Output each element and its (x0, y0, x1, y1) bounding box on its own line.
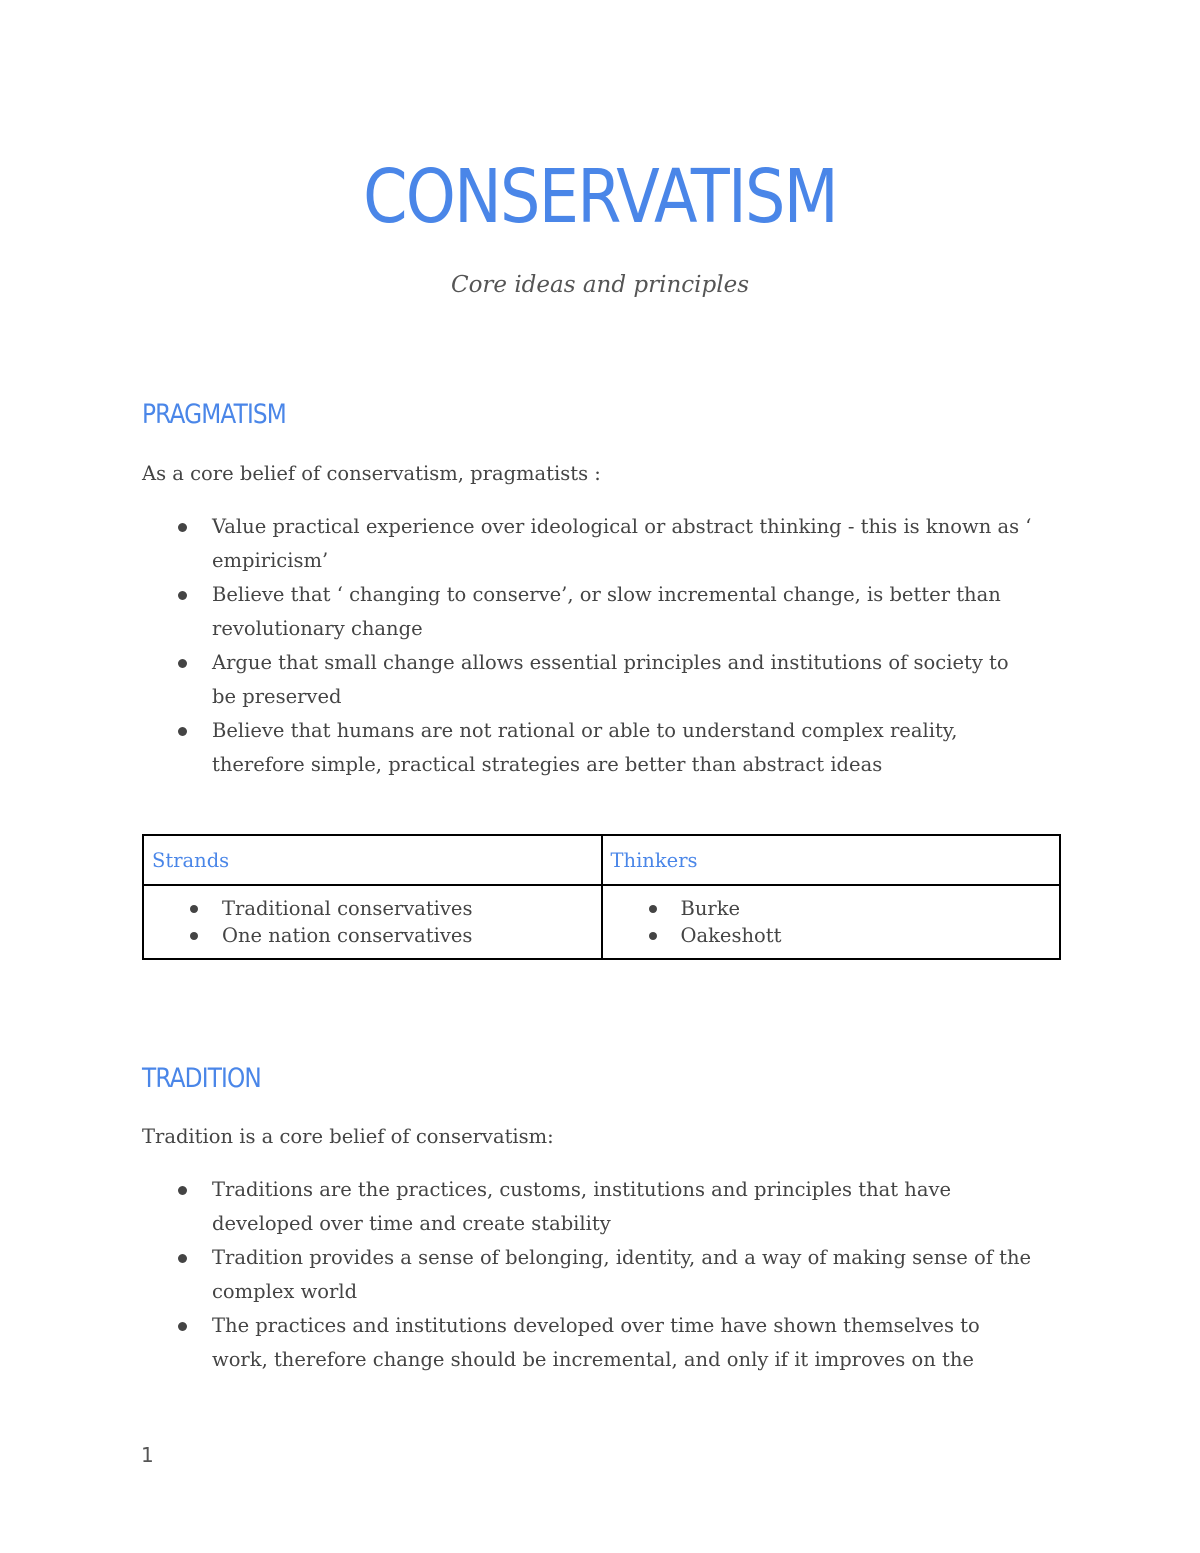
bullet-icon (178, 1322, 187, 1331)
list-item (142, 510, 1062, 578)
table-row (143, 885, 1060, 959)
list-item (603, 922, 1060, 949)
strands-thinkers-table (142, 834, 1061, 960)
bullet-icon (178, 727, 187, 736)
list-item-line: The practices and institutions developed over time have shown themselves to (212, 1314, 980, 1337)
section-intro-tradition: Tradition is a core belief of conservatism: (142, 1125, 554, 1148)
list-item-line: Value practical experience over ideological or abstract thinking - this is known as ‘ (212, 515, 1032, 538)
list-item-line: therefore simple, practical strategies are better than abstract ideas (212, 753, 883, 776)
list-item-line: empiricism’ (212, 549, 329, 572)
bullet-icon (178, 1186, 187, 1195)
section-heading-tradition: TRADITION (142, 1063, 261, 1094)
list-item-text: Traditional conservatives (222, 897, 473, 920)
bullet-icon (178, 523, 187, 532)
list-item (142, 1241, 1062, 1309)
bullet-icon (178, 659, 187, 668)
list-item-text: Burke (680, 897, 741, 920)
list-item-line: Traditions are the practices, customs, institutions and principles that have (212, 1178, 952, 1201)
list-item (142, 578, 1062, 646)
strands-list (144, 895, 601, 949)
list-item-line: developed over time and create stability (212, 1212, 611, 1235)
document-title: CONSERVATISM (363, 154, 837, 240)
bullet-icon (178, 591, 187, 600)
list-item-line: Tradition provides a sense of belonging, identity, and a way of making sense of the (212, 1246, 1032, 1269)
list-item (142, 1173, 1062, 1241)
list-item (144, 922, 601, 949)
bullet-icon (649, 905, 657, 913)
list-item-line: be preserved (212, 685, 342, 708)
thinkers-list (603, 895, 1060, 949)
list-item (142, 646, 1062, 714)
list-item-line: complex world (212, 1280, 358, 1303)
table-header-thinkers: Thinkers (602, 835, 1061, 885)
list-item-line: Argue that small change allows essential principles and institutions of society to (212, 651, 1009, 674)
list-item (142, 1309, 1062, 1377)
bullet-list-tradition (142, 1173, 1062, 1377)
table-cell-strands (143, 885, 602, 959)
bullet-icon (190, 932, 198, 940)
bullet-icon (178, 1254, 187, 1263)
list-item-text: Oakeshott (680, 924, 782, 947)
bullet-icon (649, 932, 657, 940)
list-item-line: revolutionary change (212, 617, 423, 640)
list-item-line: Believe that ‘ changing to conserve’, or slow incremental change, is better than (212, 583, 1001, 606)
table-cell-thinkers (602, 885, 1061, 959)
list-item (142, 714, 1062, 782)
bullet-icon (190, 905, 198, 913)
section-intro-pragmatism: As a core belief of conservatism, pragmatists : (142, 462, 601, 485)
page-number: 1 (141, 1443, 154, 1467)
list-item-text: One nation conservatives (222, 924, 473, 947)
list-item (603, 895, 1060, 922)
table-header-strands: Strands (143, 835, 602, 885)
document-subtitle: Core ideas and principles (450, 272, 750, 298)
list-item-line: work, therefore change should be incremental, and only if it improves on the (212, 1348, 974, 1371)
bullet-list-pragmatism (142, 510, 1062, 782)
table-header-row (143, 835, 1060, 885)
section-heading-pragmatism: PRAGMATISM (142, 399, 286, 430)
list-item (144, 895, 601, 922)
list-item-line: Believe that humans are not rational or able to understand complex reality, (212, 719, 958, 742)
